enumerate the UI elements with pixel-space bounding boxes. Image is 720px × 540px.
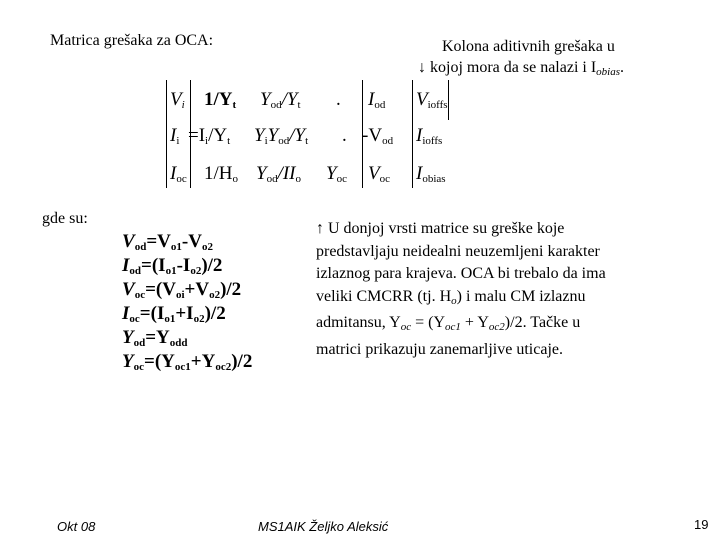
- matrix-right-bracket: [448, 80, 449, 120]
- column-note: [418, 36, 624, 83]
- matrix-r3-c1: $I_{oc}$: [170, 163, 187, 185]
- matrix-r3-c2: $1/H_o$: [204, 163, 238, 185]
- column-note-line2: ↓ kojoj mora da se nalazi i $I_{obias}$.: [418, 59, 625, 78]
- equation-4: $I_{oc}=(I_{o1}+I_{o2})/2$: [122, 303, 226, 325]
- equation-6: $Y_{oc}=(Y_{oc1}+Y_{oc2})/2$: [122, 351, 253, 373]
- matrix-r2-c1: $I_i$: [170, 125, 180, 147]
- matrix-r1-c5: $I_{od}$: [368, 89, 386, 111]
- footer-course: MS1AIK Željko Aleksić: [258, 519, 389, 534]
- gde-su-label: gde su:: [42, 210, 88, 227]
- column-note-line1: Kolona aditivnih grešaka u: [442, 38, 615, 55]
- matrix-r3-c5: $V_{oc}$: [368, 163, 390, 185]
- footer-date: Okt 08: [57, 519, 96, 534]
- equation-3: $V_{oc}=(V_{oi}+V_{o2})/2$: [122, 279, 242, 301]
- error-matrix: [166, 80, 454, 188]
- description-text: ↑ U donjoj vrsti matrice su greške koje predstavljaju neidealni neuzemljeni karakter izlaznog para krajeva. OCA bi trebalo da ima veliki CMCRR (tj. $H_o$) i malu CM izlaznu admitansu, $Y_{oc} = (Y_{oc1} + Y_{oc2})/2$. Tačke u matrici prikazuju zanemarljive uticaje.: [316, 220, 606, 358]
- matrix-r1-c1: $V_i$: [170, 89, 185, 111]
- matrix-divider-3: [412, 80, 413, 188]
- matrix-r2-c3: $Y_iY_{od}/Y_t$: [254, 125, 309, 147]
- matrix-r2-c4: .: [342, 125, 347, 146]
- matrix-r1-c4: .: [336, 89, 341, 110]
- matrix-r1-c3: $Y_{od}/Y_t$: [260, 89, 301, 111]
- matrix-r1-c2: $1/Y_t$: [204, 89, 237, 111]
- matrix-r2-c5: $-V_{od}$: [362, 125, 394, 147]
- equation-5: $Y_{od}=Y_{odd}$: [122, 327, 188, 349]
- slide-title: Matrica grešaka za OCA:: [50, 32, 214, 49]
- matrix-r1-c6: $V_{ioffs}$: [416, 89, 448, 111]
- matrix-r2-c2: $=I_i/Y_t$: [188, 125, 231, 147]
- matrix-r2-c6: $I_{ioffs}$: [416, 125, 443, 147]
- matrix-r3-c6: $I_{obias}$: [416, 163, 446, 185]
- matrix-r3-c3: $Y_{od}/II_o$: [256, 163, 302, 185]
- matrix-left-bracket: [166, 80, 167, 188]
- equation-2: $I_{od}=(I_{o1}-I_{o2})/2$: [122, 255, 223, 277]
- matrix-r3-c4: $Y_{oc}$: [326, 163, 347, 185]
- page-number: 19: [694, 517, 709, 532]
- equation-1: $V_{od}=V_{o1}-V_{o2}$: [122, 231, 213, 253]
